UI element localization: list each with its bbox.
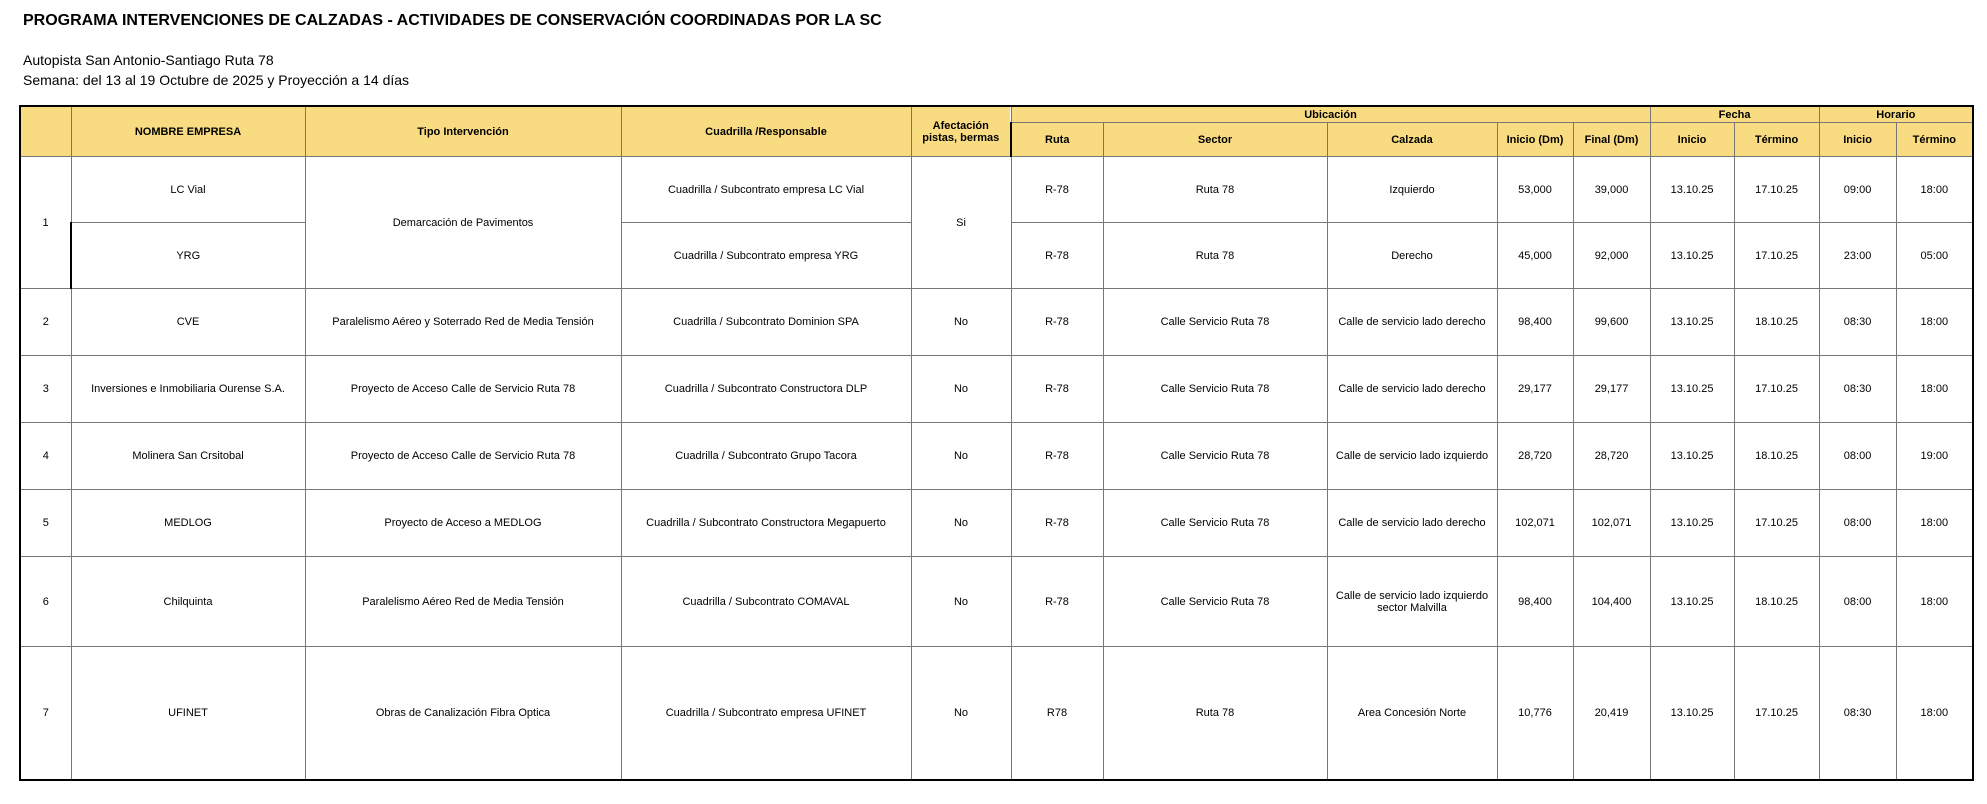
cell-afectacion: No: [911, 356, 1011, 423]
cell-afectacion: No: [911, 289, 1011, 356]
header-tipo-intervencion: Tipo Intervención: [305, 106, 621, 157]
row-number: 7: [20, 647, 71, 781]
cell-hora-inicio: 08:30: [1819, 289, 1896, 356]
cell-fecha-termino: 17.10.25: [1734, 490, 1819, 557]
header-inicio-dm: Inicio (Dm): [1497, 123, 1573, 157]
cell-fecha-inicio: 13.10.25: [1650, 223, 1734, 289]
cell-empresa: LC Vial: [71, 157, 305, 223]
cell-calzada-line1: Calle de servicio lado izquierdo: [1335, 589, 1489, 602]
row-number: 5: [20, 490, 71, 557]
cell-cuadrilla: Cuadrilla / Subcontrato COMAVAL: [621, 557, 911, 647]
cell-inicio-dm: 98,400: [1497, 289, 1573, 356]
header-number: [20, 106, 71, 157]
cell-sector: Ruta 78: [1103, 647, 1327, 781]
cell-calzada: Calle de servicio lado izquierdo: [1327, 423, 1497, 490]
cell-inicio-dm: 102,071: [1497, 490, 1573, 557]
cell-fecha-termino: 17.10.25: [1734, 157, 1819, 223]
cell-hora-termino: 19:00: [1896, 423, 1973, 490]
cell-inicio-dm: 28,720: [1497, 423, 1573, 490]
cell-tipo: Paralelismo Aéreo Red de Media Tensión: [305, 557, 621, 647]
cell-final-dm: 104,400: [1573, 557, 1650, 647]
cell-fecha-termino: 18.10.25: [1734, 289, 1819, 356]
cell-ruta: R-78: [1011, 557, 1103, 647]
cell-empresa: CVE: [71, 289, 305, 356]
cell-sector: Calle Servicio Ruta 78: [1103, 557, 1327, 647]
page-title: PROGRAMA INTERVENCIONES DE CALZADAS - ACTIVIDADES DE CONSERVACIÓN COORDINADAS POR LA SC: [23, 12, 882, 29]
table-row: [20, 356, 1973, 423]
table-row: [20, 289, 1973, 356]
cell-final-dm: 39,000: [1573, 157, 1650, 223]
table-row: [20, 647, 1973, 781]
cell-afectacion: Si: [911, 157, 1011, 289]
cell-sector: Calle Servicio Ruta 78: [1103, 490, 1327, 557]
cell-calzada: Calle de servicio lado derecho: [1327, 490, 1497, 557]
cell-calzada: [1327, 557, 1497, 647]
cell-tipo: Proyecto de Acceso a MEDLOG: [305, 490, 621, 557]
cell-hora-inicio: 08:00: [1819, 557, 1896, 647]
header-horario-termino: Término: [1896, 123, 1973, 157]
cell-fecha-inicio: 13.10.25: [1650, 289, 1734, 356]
subtitle-highway: Autopista San Antonio-Santiago Ruta 78: [23, 52, 274, 68]
cell-tipo: Obras de Canalización Fibra Optica: [305, 647, 621, 781]
cell-sector: Calle Servicio Ruta 78: [1103, 423, 1327, 490]
header-afectacion: [911, 106, 1011, 157]
cell-hora-inicio: 08:00: [1819, 423, 1896, 490]
table-row: [20, 557, 1973, 647]
cell-sector: Calle Servicio Ruta 78: [1103, 356, 1327, 423]
cell-ruta: R78: [1011, 647, 1103, 781]
cell-inicio-dm: 29,177: [1497, 356, 1573, 423]
cell-hora-inicio: 08:00: [1819, 490, 1896, 557]
cell-cuadrilla: Cuadrilla / Subcontrato empresa YRG: [621, 223, 911, 289]
cell-hora-termino: 18:00: [1896, 289, 1973, 356]
cell-cuadrilla: Cuadrilla / Subcontrato Grupo Tacora: [621, 423, 911, 490]
interventions-table: [19, 105, 1974, 781]
cell-final-dm: 102,071: [1573, 490, 1650, 557]
cell-cuadrilla: Cuadrilla / Subcontrato empresa LC Vial: [621, 157, 911, 223]
cell-ruta: R-78: [1011, 223, 1103, 289]
cell-inicio-dm: 10,776: [1497, 647, 1573, 781]
header-ruta: Ruta: [1011, 123, 1103, 157]
cell-empresa: Molinera San Crsitobal: [71, 423, 305, 490]
cell-ruta: R-78: [1011, 289, 1103, 356]
cell-sector: Calle Servicio Ruta 78: [1103, 289, 1327, 356]
cell-tipo: Proyecto de Acceso Calle de Servicio Ruta 78: [305, 423, 621, 490]
cell-fecha-inicio: 13.10.25: [1650, 423, 1734, 490]
cell-final-dm: 92,000: [1573, 223, 1650, 289]
cell-hora-inicio: 08:30: [1819, 356, 1896, 423]
cell-tipo: Demarcación de Pavimentos: [305, 157, 621, 289]
cell-hora-inicio: 08:30: [1819, 647, 1896, 781]
cell-ruta: R-78: [1011, 356, 1103, 423]
cell-calzada-line2: sector Malvilla: [1377, 601, 1447, 614]
header-cuadrilla: Cuadrilla /Responsable: [621, 106, 911, 157]
cell-final-dm: 28,720: [1573, 423, 1650, 490]
cell-tipo: Paralelismo Aéreo y Soterrado Red de Media Tensión: [305, 289, 621, 356]
header-afectacion-line1: Afectación: [932, 119, 989, 132]
cell-hora-termino: 18:00: [1896, 356, 1973, 423]
cell-hora-inicio: 23:00: [1819, 223, 1896, 289]
cell-afectacion: No: [911, 490, 1011, 557]
cell-fecha-inicio: 13.10.25: [1650, 557, 1734, 647]
header-final-dm: Final (Dm): [1573, 123, 1650, 157]
cell-ruta: R-78: [1011, 157, 1103, 223]
cell-sector: Ruta 78: [1103, 223, 1327, 289]
cell-fecha-termino: 17.10.25: [1734, 356, 1819, 423]
cell-inicio-dm: 98,400: [1497, 557, 1573, 647]
cell-inicio-dm: 45,000: [1497, 223, 1573, 289]
cell-empresa: YRG: [71, 223, 305, 289]
cell-calzada: Calle de servicio lado derecho: [1327, 356, 1497, 423]
header-horario-inicio: Inicio: [1819, 123, 1896, 157]
header-fecha: Fecha: [1650, 106, 1819, 123]
header-fecha-inicio: Inicio: [1650, 123, 1734, 157]
cell-calzada: Area Concesión Norte: [1327, 647, 1497, 781]
row-number: 1: [20, 157, 71, 289]
cell-cuadrilla: Cuadrilla / Subcontrato empresa UFINET: [621, 647, 911, 781]
table-row: [20, 157, 1973, 223]
cell-cuadrilla: Cuadrilla / Subcontrato Dominion SPA: [621, 289, 911, 356]
cell-fecha-inicio: 13.10.25: [1650, 157, 1734, 223]
header-sector: Sector: [1103, 123, 1327, 157]
cell-hora-termino: 18:00: [1896, 647, 1973, 781]
cell-final-dm: 99,600: [1573, 289, 1650, 356]
cell-hora-termino: 18:00: [1896, 490, 1973, 557]
cell-cuadrilla: Cuadrilla / Subcontrato Constructora Megapuerto: [621, 490, 911, 557]
cell-hora-termino: 05:00: [1896, 223, 1973, 289]
cell-final-dm: 20,419: [1573, 647, 1650, 781]
cell-cuadrilla: Cuadrilla / Subcontrato Constructora DLP: [621, 356, 911, 423]
cell-hora-inicio: 09:00: [1819, 157, 1896, 223]
cell-empresa: MEDLOG: [71, 490, 305, 557]
header-nombre-empresa: NOMBRE EMPRESA: [71, 106, 305, 157]
cell-fecha-inicio: 13.10.25: [1650, 490, 1734, 557]
cell-calzada: Izquierdo: [1327, 157, 1497, 223]
table-row: [20, 490, 1973, 557]
cell-hora-termino: 18:00: [1896, 157, 1973, 223]
cell-fecha-termino: 18.10.25: [1734, 557, 1819, 647]
cell-fecha-inicio: 13.10.25: [1650, 356, 1734, 423]
cell-fecha-termino: 17.10.25: [1734, 647, 1819, 781]
cell-ruta: R-78: [1011, 490, 1103, 557]
cell-inicio-dm: 53,000: [1497, 157, 1573, 223]
cell-afectacion: No: [911, 557, 1011, 647]
header-ubicacion: Ubicación: [1011, 106, 1650, 123]
cell-hora-termino: 18:00: [1896, 557, 1973, 647]
row-number: 3: [20, 356, 71, 423]
row-number: 4: [20, 423, 71, 490]
cell-tipo: Proyecto de Acceso Calle de Servicio Ruta 78: [305, 356, 621, 423]
cell-fecha-inicio: 13.10.25: [1650, 647, 1734, 781]
subtitle-week: Semana: del 13 al 19 Octubre de 2025 y Proyección a 14 días: [23, 72, 410, 88]
cell-sector: Ruta 78: [1103, 157, 1327, 223]
cell-final-dm: 29,177: [1573, 356, 1650, 423]
cell-calzada: Calle de servicio lado derecho: [1327, 289, 1497, 356]
cell-afectacion: No: [911, 647, 1011, 781]
cell-afectacion: No: [911, 423, 1011, 490]
cell-calzada: Derecho: [1327, 223, 1497, 289]
cell-fecha-termino: 17.10.25: [1734, 223, 1819, 289]
row-number: 6: [20, 557, 71, 647]
cell-ruta: R-78: [1011, 423, 1103, 490]
header-horario: Horario: [1819, 106, 1973, 123]
cell-empresa: Inversiones e Inmobiliaria Ourense S.A.: [71, 356, 305, 423]
row-number: 2: [20, 289, 71, 356]
cell-empresa: Chilquinta: [71, 557, 305, 647]
cell-empresa: UFINET: [71, 647, 305, 781]
header-calzada: Calzada: [1327, 123, 1497, 157]
header-afectacion-line2: pistas, bermas: [922, 131, 1000, 144]
cell-fecha-termino: 18.10.25: [1734, 423, 1819, 490]
table-row: [20, 423, 1973, 490]
header-fecha-termino: Término: [1734, 123, 1819, 157]
